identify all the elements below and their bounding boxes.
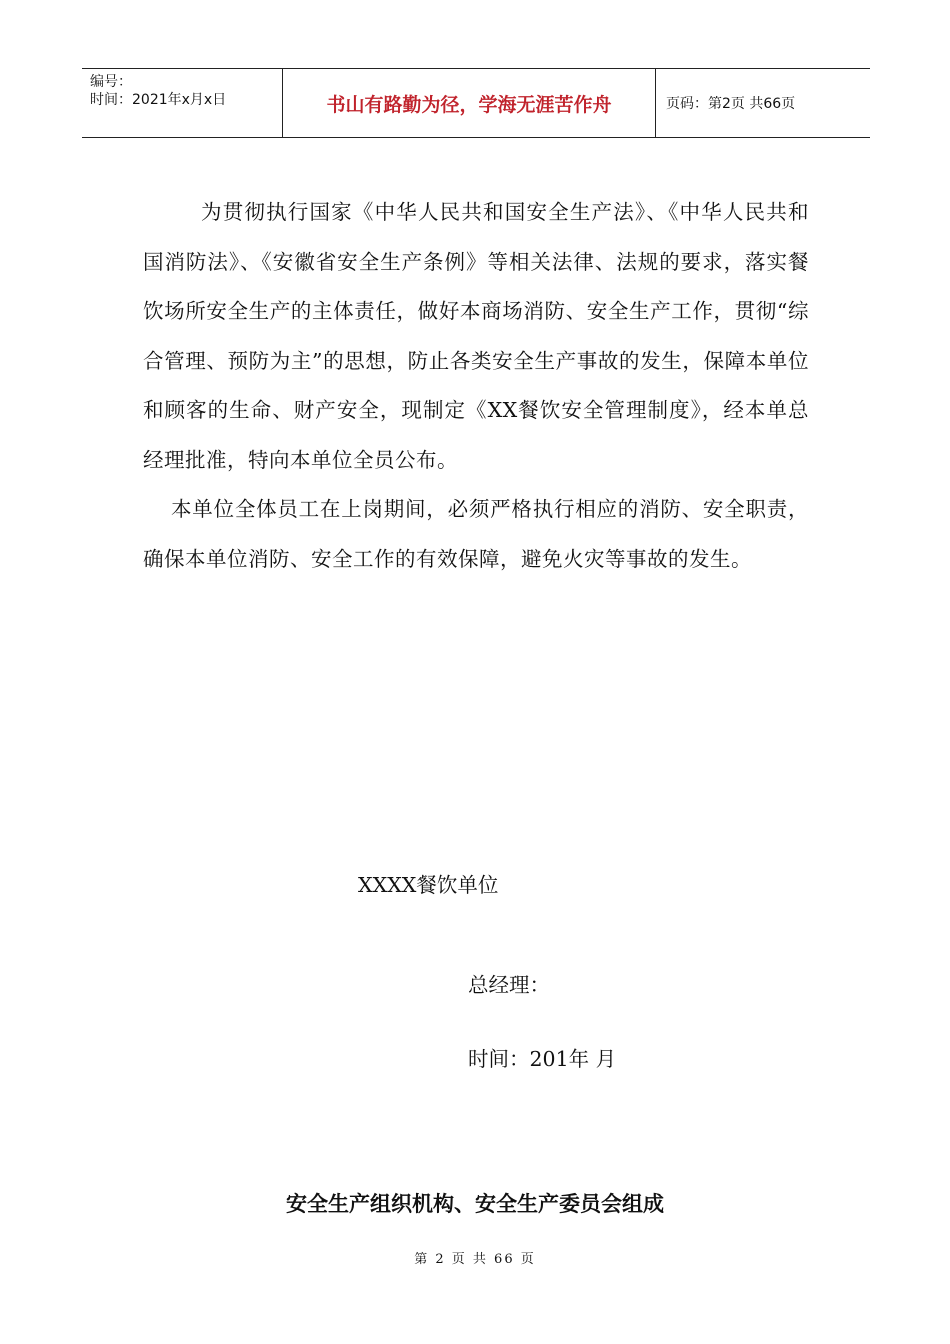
header-page-info: 页码：第2页 共66页: [666, 96, 796, 112]
body-paragraph-1: 为贯彻执行国家《中华人民共和国安全生产法》、《中华人民共和国消防法》、《安徽省安全生产条例》等相关法律、法规的要求，落实餐饮场所安全生产的主体责任，做好本商场消防、安全生产工作，贯彻“综合管理、预防为主”的思想，防止各类安全生产事故的发生，保障本单位和顾客的生命、财产安全，现制定《XX餐饮安全管理制度》，经本单总经理批准，特向本单位全员公布。: [143, 200, 809, 472]
section-title: 安全生产组织机构、安全生产委员会组成: [286, 1192, 664, 1216]
body-paragraph-2: 本单位全体员工在上岗期间，必须严格执行相应的消防、安全职责，确保本单位消防、安全工作的有效保障，避免火灾等事故的发生。: [143, 497, 809, 571]
page-header: [82, 68, 870, 138]
signature-manager: 总经理：: [468, 973, 550, 997]
page-footer: 第 2 页 共 66 页: [414, 1252, 536, 1267]
signature-date: 时间：201年 月: [468, 1047, 617, 1071]
signature-unit: XXXX餐饮单位: [358, 873, 499, 897]
document-body: [143, 188, 809, 584]
header-meta: [82, 69, 282, 137]
document-number-label: 编号：: [90, 74, 132, 90]
document-time-label: 时间：2021年x月x日: [90, 92, 227, 108]
header-motto: 书山有路勤为径，学海无涯苦作舟: [282, 69, 656, 137]
